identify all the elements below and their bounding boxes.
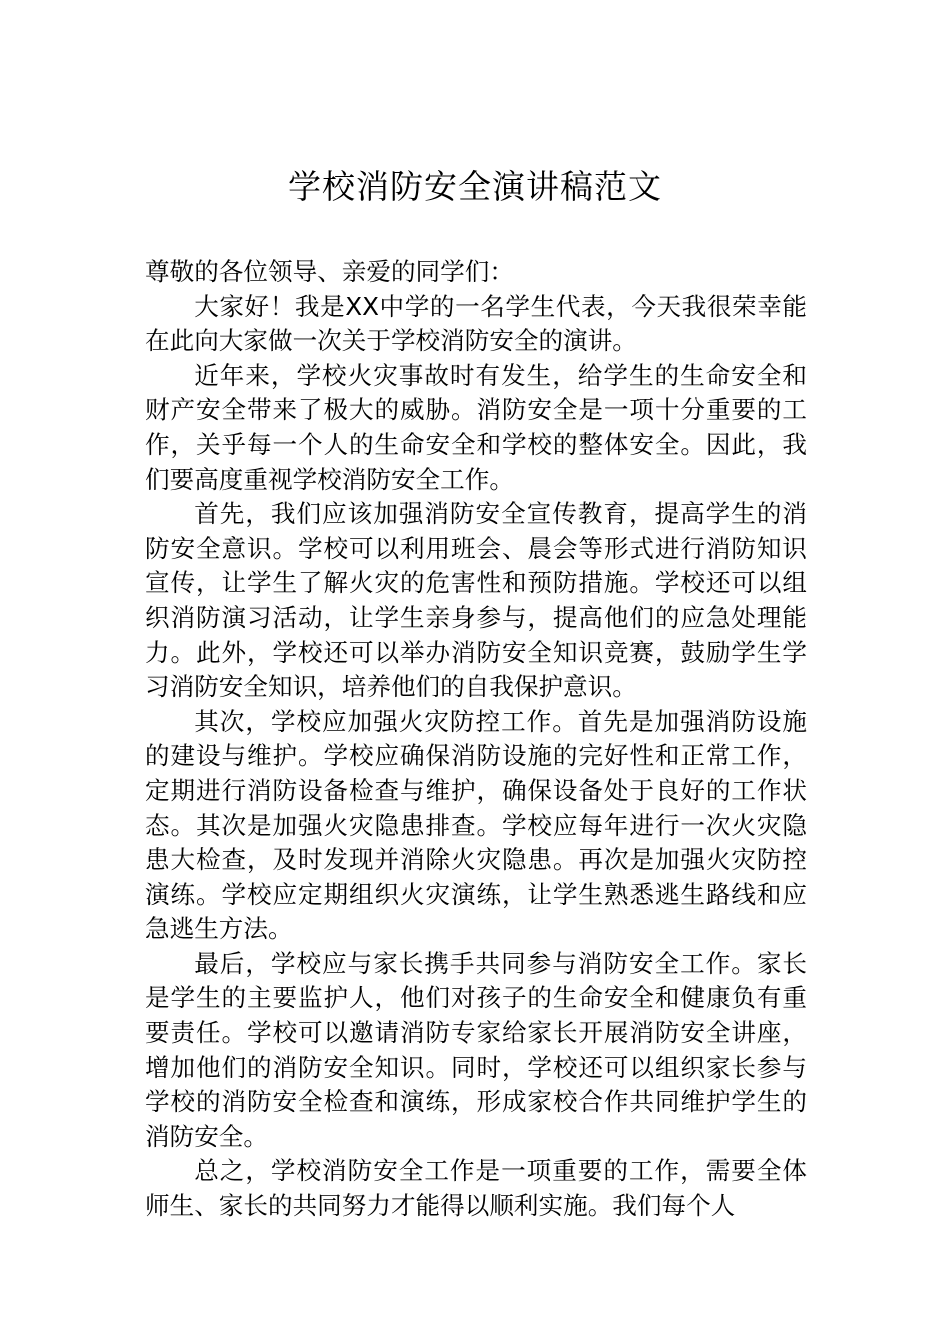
document-body [145, 255, 807, 1224]
paragraph-second-point: 其次，学校应加强火灾防控工作。首先是加强消防设施的建设与维护。学校应确保消防设施的完好性和正常工作，定期进行消防设备检查与维护，确保设备处于良好的工作状态。其次是加强火灾隐患排查。学校应每年进行一次火灾隐患大检查，及时发现并消除火灾隐患。再次是加强火灾防控演练。学校应定期组织火灾演练，让学生熟悉逃生路线和应急逃生方法。 [145, 706, 807, 944]
document-title: 学校消防安全演讲稿范文 [288, 167, 662, 206]
salutation: 尊敬的各位领导、亲爱的同学们： [145, 257, 514, 286]
paragraph-intro: 大家好！我是XX中学的一名学生代表，今天我很荣幸能在此向大家做一次关于学校消防安全的演讲。 [145, 291, 807, 356]
paragraph-conclusion: 总之，学校消防安全工作是一项重要的工作，需要全体师生、家长的共同努力才能得以顺利实施。我们每个人 [145, 1156, 807, 1221]
paragraph-third-point: 最后，学校应与家长携手共同参与消防安全工作。家长是学生的主要监护人，他们对孩子的生命安全和健康负有重要责任。学校可以邀请消防专家给家长开展消防安全讲座，增加他们的消防安全知识。同时，学校还可以组织家长参与学校的消防安全检查和演练，形成家校合作共同维护学生的消防安全。 [145, 948, 807, 1151]
paragraph-background: 近年来，学校火灾事故时有发生，给学生的生命安全和财产安全带来了极大的威胁。消防安全是一项十分重要的工作，关乎每一个人的生命安全和学校的整体安全。因此，我们要高度重视学校消防安全工作。 [145, 360, 807, 494]
paragraph-first-point: 首先，我们应该加强消防安全宣传教育，提高学生的消防安全意识。学校可以利用班会、晨会等形式进行消防知识宣传，让学生了解火灾的危害性和预防措施。学校还可以组织消防演习活动，让学生亲身参与，提高他们的应急处理能力。此外，学校还可以举办消防安全知识竞赛，鼓励学生学习消防安全知识，培养他们的自我保护意识。 [145, 499, 807, 702]
